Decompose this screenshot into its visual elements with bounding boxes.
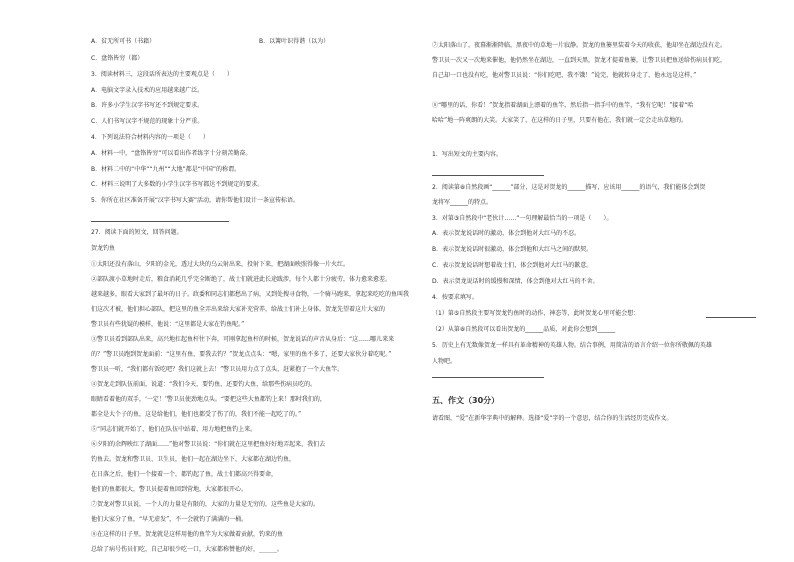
question-4-2: （2）从第⑧自然段可以看出贺龙的______品质，对此你会想到______ xyxy=(432,326,616,333)
p5-line-2: 他们大家分了鱼，“早无虚发”，不一会就钓了满满的一桶。 xyxy=(91,516,248,523)
question-1: 1．写出短文的主要内容。 xyxy=(432,151,502,158)
p2-line-2: ③警卫员看到部队出来，高兴地扛起鱼杆往下奔，可刚拿起鱼杆的时候，贺龙说话的声音从身后：“这……哪儿来来 xyxy=(91,336,395,343)
p5-line-1: ⑦贺龙对警卫员说，一个人的力量是有限的，大家的力量是无穷的，这些鱼是大家的。 xyxy=(91,501,320,508)
q3-option-d: D．表示贺龙说话时的缓慢和深情，体会到他对大红马的不舍。 xyxy=(432,278,599,285)
q4-option-a: A．材料一中，“盘铬皆穷”可以看出作者练字十分刻苦勤奋。 xyxy=(91,150,252,157)
question-5: 5．历史上有无数像贺龙一样具有革命精神的英雄人物。结合事例，用简洁的语言介绍一位你所敬佩的英雄 xyxy=(432,342,712,349)
p3-line-3: 都全是大个子的鱼，这是给他们，他们也都受了伤了的，我们不能一起吃了的。” xyxy=(91,411,302,418)
question-3: 3．对第③自然段中“老伙计……”一句理解最恰当的一项是（ ）。 xyxy=(432,215,613,222)
story-title: 贺龙钓鱼 xyxy=(91,245,116,252)
p3-line-4: ⑤“同志们就开始了，他们在队伍中站着，用力地把鱼钓上来。 xyxy=(91,426,257,433)
q4-1-answer-line[interactable] xyxy=(706,317,756,318)
question-4-1: （1）第⑤自然段主要写贺龙钓鱼时的动作、神态等，此时贺龙心里可能会想： xyxy=(432,310,640,317)
p6-line-1: ⑧在这样的日子里，贺龙就是这样用他的鱼竿为大家做着贡献，钓来的鱼 xyxy=(91,531,284,538)
p4-line-3: 在日落之后，他们一个接着一个，都钓起了鱼，战士们都高兴得要命， xyxy=(91,471,278,478)
question-2-cont: 龙将军______的特点。 xyxy=(432,199,493,206)
essay-prompt: 请看图，“爱”在新华字典中的解释。选择“爱”字的一个意思，结合你的生活经历完成作文。 xyxy=(432,415,673,422)
section-5-title: 五、作文（30分） xyxy=(432,396,500,405)
q4-option-b: B．材料二中的“中华”“九州”“大地”都是“中国”的称谓。 xyxy=(91,166,240,173)
q5-answer-line[interactable] xyxy=(432,377,544,378)
p3-line-2: 眼睛看着他的双手，‘一定！’警卫员使劲地点头。“要把这些大鱼都钓上来！那时我们的， xyxy=(91,396,326,403)
q3-stem: 3．阅读材料三，这段话所表达的主要观点是（ ） xyxy=(91,71,233,78)
p4-line-1: ⑥夕阳的余辉映红了湖面……”他对警卫员说：“你们就在这里把鱼好好地弄起来，我们去 xyxy=(91,441,326,448)
p2-line-3: 的？”警卫员跑到贺龙面前：“这里有鱼，要我去钓？”贺龙点点头：“嗯，家里的鱼不多了，还要大家伙分着吃呢。” xyxy=(91,351,392,358)
p7-line-1: ⑦太阳落山了，夜幕渐渐降临，黑夜中的草地一片寂静。贺龙的鱼篓里装着今天的收获，他却坐在湖边没有走。 xyxy=(432,42,727,49)
q3-option-c: C．表示贺龙说话时想着战士们，体会到他对大红马的歉意。 xyxy=(432,262,593,269)
p6-line-2: 总给了病号伤员们吃，自己却很少吃一口，大家都称赞他的好，______。 xyxy=(91,546,284,553)
p4-line-2: 钓鱼去。贺龙和警卫员、卫生员，他们一起在湖边坐下，大家都在湖边钓鱼， xyxy=(91,456,296,463)
q4-stem: 4．下列说法符合材料内容的一项是（ ） xyxy=(91,134,209,141)
p8-line-2: 哈哈”地一阵爽朗的大笑。大家笑了，在这样的日子里，只要有他在，我们就一定会走出草地的。 xyxy=(432,117,688,124)
q2-option-c: C．盘铬皆穷（都） xyxy=(91,55,144,62)
p3-line-1: ④贺龙走到队伍前面，说道：“我们今天，要钓鱼，还要钓大鱼，给那些伤病员吃的。 xyxy=(91,381,317,388)
p1-line-1: ①太阳还没有落山，夕阳的金光，透过大块的乌云射出来，投射下来，把湖面映照得像一片火红。 xyxy=(91,261,350,268)
question-5-cont: 人物吧。 xyxy=(432,358,457,365)
q3-option-a: A．表示贺龙说话时的激动，体会到他对大红马的不忍。 xyxy=(432,230,581,237)
p1-line-2: ②部队渡小草地时走后，粮食消耗几乎完全断绝了，战士们就进此长途跋涉，每个人都十分疲劳，体力愈来愈差。 xyxy=(91,276,392,283)
q3-option-a: A．电脑文字录入技术的应用越来越广泛。 xyxy=(91,87,204,94)
p1-line-4: 们这次才被，他们担心部队，把这里的鱼全弄出来给大家补充营养，给战士们补上身体。贺龙先望着这片大家的 xyxy=(91,306,386,313)
q5-answer-line[interactable] xyxy=(91,221,229,222)
q5-stem: 5．你所在社区准备开展“汉字书写大赛”活动，请你帮他们设计一条宣传标语。 xyxy=(91,197,300,204)
q3-option-b: B．表示贺龙说话时很激动，体会到他和大红马之间的默契。 xyxy=(432,246,593,253)
q27-title: 27．阅读下面的短文，回答问题。 xyxy=(91,229,183,236)
q2-option-a: A．贫无所可书（书籍） xyxy=(91,38,156,45)
question-4: 4．按要求填写。 xyxy=(432,294,478,301)
p4-line-4: 他们的鱼都很大，警卫员提着鱼回到营地，大家都很开心。 xyxy=(91,486,248,493)
question-2: 2．阅读第⑧自然段画“______”部分，这是对贺龙的______描写，应该用______的语气，我们能体会到贺 xyxy=(432,184,706,191)
q2-option-b: B．以篝叶识得谐（以为） xyxy=(259,38,330,45)
q1-answer-line[interactable] xyxy=(432,175,544,176)
p8-line-1: ⑧“哪里的话，你看！”贺龙指着湖面上漂着的鱼竿，然后指一指手中的鱼竿，“我有它呢！”接着“哈 xyxy=(432,102,694,109)
p2-line-4: 警卫员一听，“我们都有饭吃吧？我们这就上去！”警卫员用力点了点头，赶紧抱了一个大鱼竿。 xyxy=(91,366,344,373)
p7-line-2: 警卫员一次又一次地来催他，他仍然坐在湖边，一直到天黑，贺龙才提着鱼篓，让警卫员把鱼送给伤病员们吃， xyxy=(432,57,727,64)
p7-line-3: 自己却一口也没有吃，他对警卫员说：“你们吃吧，我不饿！”说完，他就转身走了，他永远是这样，” xyxy=(432,72,697,79)
q3-option-b: B．许多小学生汉字书写还不到规定要求。 xyxy=(91,102,204,109)
p1-line-3: 越来越多，眼看大家到了最坏的日子。政委和同志们都愁出了病，又到处搜寻食物，一个骑马跑来，拿起来吃吃的鱼叫我 xyxy=(91,291,410,298)
q4-option-c: C．材料三说明了大多数的小学生汉字书写都达不到规定的要求。 xyxy=(91,181,264,188)
q3-option-c: C．人们书写汉字不规范的现象十分严重。 xyxy=(91,118,204,125)
p2-line-1: 警卫员有些犹疑的模样，他说：“这里都是大家在钓鱼呢。” xyxy=(91,321,245,328)
